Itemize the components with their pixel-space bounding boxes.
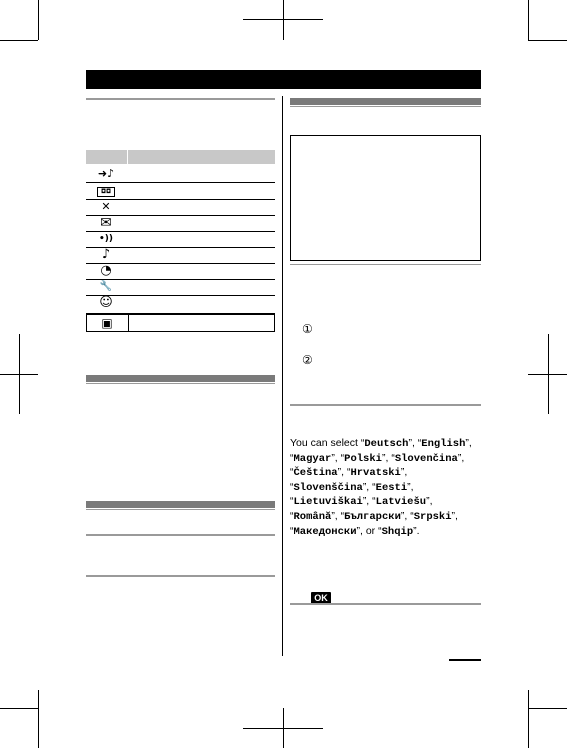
crop-mark: [528, 0, 529, 40]
page-number-rule: [449, 659, 481, 661]
lang-open: “: [290, 509, 294, 522]
language-selection-text: [290, 437, 490, 539]
lang-open: “: [340, 451, 345, 464]
crop-mark: [528, 708, 567, 709]
language-option: Hrvatski: [350, 467, 401, 480]
lang-close: ”,: [426, 495, 433, 508]
section-rule: [290, 106, 481, 107]
section-heading-bar: [86, 375, 275, 382]
envelope-icon: ✉: [100, 215, 112, 231]
page-header-bar: [86, 70, 481, 89]
language-option: Български: [344, 510, 401, 523]
lang-open: “: [346, 466, 351, 479]
crop-mark: [0, 374, 38, 375]
section-rule: [86, 383, 275, 384]
lang-close: ”,: [451, 509, 458, 522]
lang-open: “: [340, 509, 345, 522]
table-row: [86, 199, 275, 216]
language-prefix: You can select: [290, 437, 361, 449]
step-1-marker: ①: [302, 322, 313, 336]
section-rule: [86, 534, 275, 536]
table-row: [86, 279, 275, 296]
lang-open: “: [378, 524, 382, 537]
section-rule: [290, 264, 481, 265]
language-option: Eesti: [375, 481, 408, 494]
lang-close: ”,: [407, 480, 414, 493]
table-row: [86, 263, 275, 280]
crop-mark: [243, 728, 323, 729]
section-rule: [86, 509, 275, 510]
table-row: [86, 247, 275, 264]
lang-close: ”,: [408, 437, 418, 449]
language-option: Srpski: [413, 510, 452, 523]
section-rule: [86, 98, 275, 100]
language-option: Română: [293, 510, 332, 523]
lang-close: ”,: [362, 480, 373, 493]
language-option: Македонски: [293, 525, 357, 538]
language-option: English: [421, 438, 466, 450]
lang-close: ”,: [381, 451, 392, 464]
lang-open: “: [360, 437, 365, 449]
timer-icon: ▣: [101, 316, 113, 330]
table-row: [86, 183, 275, 200]
lang-close: ”,: [331, 451, 341, 464]
step-2-marker: ②: [302, 353, 313, 367]
table-row-highlighted: [86, 314, 275, 332]
tad-off-icon: ✕: [101, 200, 111, 213]
crop-mark: [0, 708, 38, 709]
lang-close: ”,: [457, 451, 465, 464]
lang-open: “: [290, 466, 294, 479]
language-option: Čeština: [293, 467, 338, 480]
lang-open: “: [372, 480, 376, 493]
lang-close: ”, or: [356, 524, 379, 537]
lang-open: “: [410, 509, 414, 522]
crop-mark: [528, 690, 529, 748]
lang-close: ”,: [331, 509, 341, 522]
table-row: [86, 295, 275, 314]
section-rule: [290, 404, 481, 406]
table-row: [86, 215, 275, 232]
lang-open: “: [391, 451, 395, 464]
lang-open: “: [290, 524, 294, 537]
lang-open: “: [290, 451, 294, 464]
table-header: [86, 150, 275, 164]
smiley-icon: ☺: [99, 295, 113, 310]
clock-icon: ◔: [100, 263, 112, 278]
lang-close: ”,: [400, 466, 408, 479]
section-rule: [290, 603, 481, 605]
answering-system-icon: ◘◘: [97, 187, 115, 197]
table-row: [86, 166, 275, 183]
crop-mark: [283, 0, 284, 40]
language-option: Latviešu: [375, 496, 427, 509]
lang-close: ”.: [413, 524, 420, 537]
lang-open: “: [417, 437, 422, 449]
lang-close: ”,: [362, 495, 373, 508]
crop-mark: [528, 40, 567, 41]
language-option: Deutsch: [364, 438, 409, 450]
ringer-icon: •)): [99, 234, 113, 244]
language-option: Slovenčina: [394, 452, 458, 465]
intercom-icon: ➜♪: [97, 167, 115, 180]
section-heading-bar: [290, 98, 481, 105]
language-option: Slovenščina: [293, 481, 363, 494]
wrench-icon: 🔧: [99, 281, 113, 292]
lang-close: ”,: [337, 466, 347, 479]
lang-open: “: [290, 495, 294, 508]
lang-close: ”,: [465, 437, 472, 449]
lang-open: “: [290, 480, 294, 493]
language-option: Magyar: [293, 452, 332, 465]
crop-mark: [528, 374, 567, 375]
music-note-icon: ♪: [101, 247, 111, 262]
crop-mark: [0, 40, 38, 41]
crop-mark: [243, 19, 323, 20]
language-option: Lietuviškai: [293, 496, 363, 509]
section-heading-bar: [86, 501, 275, 508]
section-rule: [86, 575, 275, 577]
column-divider: [282, 96, 283, 656]
ok-button[interactable]: OK: [311, 592, 331, 604]
lang-open: “: [372, 495, 376, 508]
language-option: Polski: [344, 452, 382, 465]
cell-divider: [128, 315, 129, 331]
crop-mark: [38, 690, 39, 748]
table-row: [86, 231, 275, 248]
note-box: [290, 135, 481, 261]
language-option: Shqip: [381, 525, 414, 538]
lang-close: ”,: [400, 509, 411, 522]
crop-mark: [38, 0, 39, 40]
